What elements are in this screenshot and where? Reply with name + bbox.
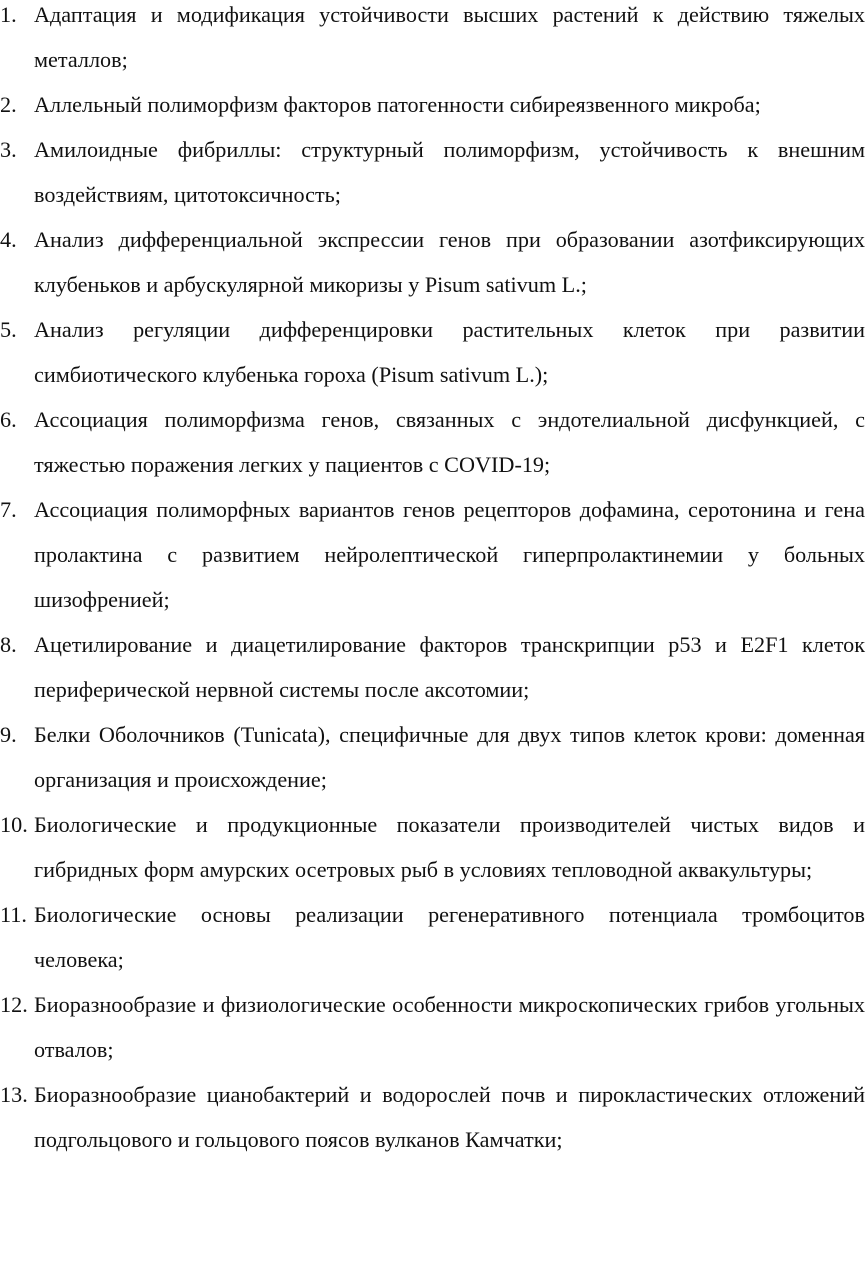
list-item xyxy=(0,82,865,127)
item-text: Белки Оболочников (Tunicata), специфичные для двух типов клеток крови: доменная организация и происхождение; xyxy=(34,722,865,792)
list-item xyxy=(0,982,865,1072)
list-item xyxy=(0,892,865,982)
list-item xyxy=(0,307,865,397)
item-text: Биологические и продукционные показатели производителей чистых видов и гибридных форм амурских осетровых рыб в условиях тепловодной аквакультуры; xyxy=(34,812,865,882)
item-number: 4. xyxy=(0,227,17,252)
item-text: Биологические основы реализации регенеративного потенциала тромбоцитов человека; xyxy=(34,902,865,972)
item-text: Аллельный полиморфизм факторов патогенности сибиреязвенного микроба; xyxy=(34,92,761,117)
item-number: 8. xyxy=(0,632,17,657)
item-text: Анализ регуляции дифференцировки растительных клеток при развитии симбиотического клубенька гороха (Pisum sativum L.); xyxy=(34,317,865,387)
list-item xyxy=(0,1072,865,1162)
item-number: 5. xyxy=(0,317,17,342)
list-item xyxy=(0,802,865,892)
item-number: 3. xyxy=(0,137,17,162)
item-number: 11. xyxy=(0,902,27,927)
item-text: Адаптация и модификация устойчивости высших растений к действию тяжелых металлов; xyxy=(34,2,865,72)
list-item xyxy=(0,712,865,802)
item-number: 1. xyxy=(0,2,17,27)
item-number: 2. xyxy=(0,92,17,117)
item-text: Ассоциация полиморфизма генов, связанных с эндотелиальной дисфункцией, с тяжестью поражения легких у пациентов с COVID-19; xyxy=(34,407,865,477)
item-text: Анализ дифференциальной экспрессии генов при образовании азотфиксирующих клубеньков и арбускулярной микоризы у Pisum sativum L.; xyxy=(34,227,865,297)
item-text: Биоразнообразие цианобактерий и водорослей почв и пирокластических отложений подгольцового и гольцового поясов вулканов Камчатки; xyxy=(34,1082,865,1152)
item-number: 9. xyxy=(0,722,17,747)
list-item xyxy=(0,127,865,217)
item-number: 7. xyxy=(0,497,17,522)
item-text: Биоразнообразие и физиологические особенности микроскопических грибов угольных отвалов; xyxy=(34,992,865,1062)
list-item xyxy=(0,0,865,82)
item-number: 10. xyxy=(0,812,28,837)
item-text: Амилоидные фибриллы: структурный полиморфизм, устойчивость к внешним воздействиям, цитотоксичность; xyxy=(34,137,865,207)
item-text: Ацетилирование и диацетилирование факторов транскрипции p53 и E2F1 клеток периферической нервной системы после аксотомии; xyxy=(34,632,865,702)
item-text: Ассоциация полиморфных вариантов генов рецепторов дофамина, серотонина и гена пролактина с развитием нейролептической гиперпролактинемии у больных шизофренией; xyxy=(34,497,865,612)
item-number: 13. xyxy=(0,1082,28,1107)
list-item xyxy=(0,217,865,307)
list-item xyxy=(0,487,865,622)
item-number: 12. xyxy=(0,992,28,1017)
list-item xyxy=(0,397,865,487)
item-number: 6. xyxy=(0,407,17,432)
list-item xyxy=(0,622,865,712)
